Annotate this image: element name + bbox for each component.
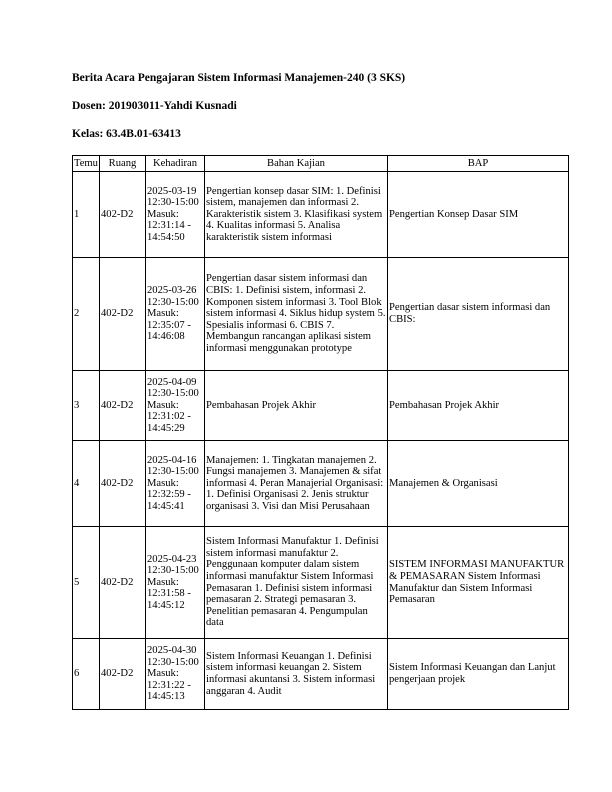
kehadiran-masuk: 12:35:07 -	[147, 319, 191, 331]
cell-bahan-kajian: Pembahasan Projek Akhir	[205, 371, 388, 441]
cell-bap: Pengertian Konsep Dasar SIM	[388, 172, 569, 258]
kehadiran-masuk-label: Masuk:	[147, 477, 179, 489]
cell-ruang: 402-D2	[100, 172, 146, 258]
header-bap: BAP	[388, 156, 569, 172]
kehadiran-date: 2025-04-30	[147, 645, 197, 657]
kehadiran-time: 12:30-15:00	[147, 296, 199, 308]
cell-bap: Pengertian dasar sistem informasi dan CBIS:	[388, 258, 569, 371]
table-row	[73, 172, 569, 258]
cell-kehadiran	[146, 527, 205, 639]
cell-temu: 2	[73, 258, 100, 371]
kehadiran-time: 12:30-15:00	[147, 197, 199, 209]
class-line: Kelas: 63.4B.01-63413	[72, 128, 181, 140]
kehadiran-keluar: 14:45:12	[147, 599, 185, 611]
cell-bahan-kajian: Manajemen: 1. Tingkatan manajemen 2. Fungsi manajemen 3. Manajemen & sifat informasi 4. Peran Manajerial Organisasi: 1. Definisi Organisasi 2. Jenis struktur organisasi 3. Visi dan Misi Perusahaan	[205, 441, 388, 527]
cell-bahan-kajian: Sistem Informasi Keuangan 1. Definisi sistem informasi keuangan 2. Sistem informasi akuntansi 3. Sistem informasi anggaran 4. Audit	[205, 639, 388, 710]
cell-bahan-kajian: Sistem Informasi Manufaktur 1. Definisi sistem informasi manufaktur 2. Penggunaan komputer dalam sistem informasi manufaktur Sistem Informasi Pemasaran 1. Definisi sistem informasi pemasaran 2. Strategi pemasaran 3. Penelitian pemasaran 4. Pengumpulan data	[205, 527, 388, 639]
kehadiran-masuk: 12:32:59 -	[147, 489, 191, 501]
kehadiran-keluar: 14:54:50	[147, 231, 185, 243]
cell-ruang: 402-D2	[100, 441, 146, 527]
kehadiran-keluar: 14:45:41	[147, 500, 185, 512]
cell-temu: 1	[73, 172, 100, 258]
cell-bap: Manajemen & Organisasi	[388, 441, 569, 527]
cell-temu: 3	[73, 371, 100, 441]
kehadiran-keluar: 14:45:13	[147, 691, 185, 703]
cell-bahan-kajian: Pengertian konsep dasar SIM: 1. Definisi sistem, manajemen dan informasi 2. Karakteristik sistem 3. Klasifikasi system 4. Kualitas informasi 5. Analisa karakteristik sistem informasi	[205, 172, 388, 258]
cell-ruang: 402-D2	[100, 527, 146, 639]
cell-temu: 5	[73, 527, 100, 639]
cell-ruang: 402-D2	[100, 639, 146, 710]
kehadiran-masuk: 12:31:58 -	[147, 588, 191, 600]
table-row	[73, 258, 569, 371]
kehadiran-keluar: 14:45:29	[147, 422, 185, 434]
cell-temu: 6	[73, 639, 100, 710]
kehadiran-time: 12:30-15:00	[147, 656, 199, 668]
kehadiran-masuk-label: Masuk:	[147, 308, 179, 320]
kehadiran-date: 2025-04-23	[147, 553, 197, 565]
header-bahan-kajian: Bahan Kajian	[205, 156, 388, 172]
attendance-table	[72, 155, 569, 710]
kehadiran-masuk-label: Masuk:	[147, 576, 179, 588]
lecturer-line: Dosen: 201903011-Yahdi Kusnadi	[72, 100, 237, 112]
kehadiran-masuk: 12:31:22 -	[147, 679, 191, 691]
table-row	[73, 639, 569, 710]
cell-bap: Pembahasan Projek Akhir	[388, 371, 569, 441]
table-header-row	[73, 156, 569, 172]
header-ruang: Ruang	[100, 156, 146, 172]
kehadiran-masuk-label: Masuk:	[147, 668, 179, 680]
kehadiran-masuk: 12:31:02 -	[147, 411, 191, 423]
header-temu: Temu	[73, 156, 100, 172]
kehadiran-keluar: 14:46:08	[147, 331, 185, 343]
cell-bap: SISTEM INFORMASI MANUFAKTUR & PEMASARAN Sistem Informasi Manufaktur dan Sistem Informasi Pemasaran	[388, 527, 569, 639]
kehadiran-time: 12:30-15:00	[147, 388, 199, 400]
kehadiran-time: 12:30-15:00	[147, 466, 199, 478]
document-title: Berita Acara Pengajaran Sistem Informasi Manajemen-240 (3 SKS)	[72, 72, 406, 84]
table-row	[73, 527, 569, 639]
kehadiran-date: 2025-04-16	[147, 454, 197, 466]
kehadiran-masuk: 12:31:14 -	[147, 220, 191, 232]
cell-bahan-kajian: Pengertian dasar sistem informasi dan CBIS: 1. Definisi sistem, informasi 2. Komponen sistem informasi 3. Tool Blok sistem informasi 4. Siklus hidup system 5. Spesialis informasi 6. CBIS 7. Membangun rancangan aplikasi sistem informasi menggunakan prototype	[205, 258, 388, 371]
header-kehadiran: Kehadiran	[146, 156, 205, 172]
cell-kehadiran	[146, 258, 205, 371]
kehadiran-date: 2025-04-09	[147, 376, 197, 388]
table-row	[73, 371, 569, 441]
cell-kehadiran	[146, 172, 205, 258]
kehadiran-masuk-label: Masuk:	[147, 208, 179, 220]
table-row	[73, 441, 569, 527]
cell-ruang: 402-D2	[100, 371, 146, 441]
cell-temu: 4	[73, 441, 100, 527]
kehadiran-date: 2025-03-19	[147, 185, 197, 197]
cell-bap: Sistem Informasi Keuangan dan Lanjut pengerjaan projek	[388, 639, 569, 710]
cell-kehadiran	[146, 371, 205, 441]
cell-ruang: 402-D2	[100, 258, 146, 371]
kehadiran-date: 2025-03-26	[147, 285, 197, 297]
kehadiran-time: 12:30-15:00	[147, 565, 199, 577]
cell-kehadiran	[146, 639, 205, 710]
kehadiran-masuk-label: Masuk:	[147, 399, 179, 411]
cell-kehadiran	[146, 441, 205, 527]
